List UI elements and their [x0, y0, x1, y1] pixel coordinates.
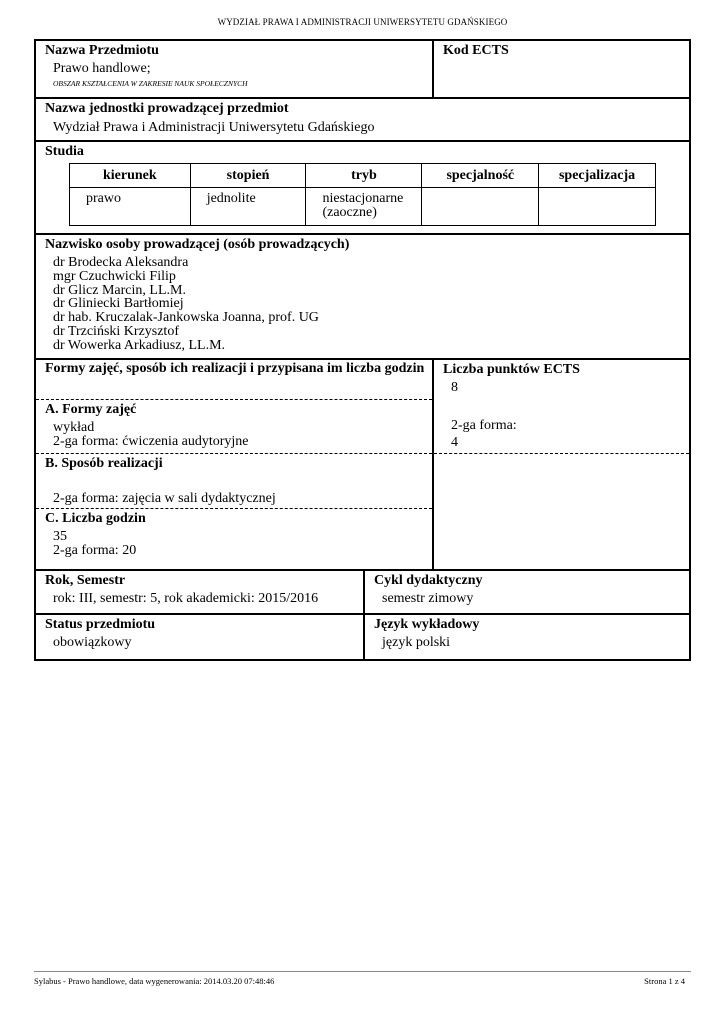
unit-value: Wydział Prawa i Administracji Uniwersytetu Gdańskiego: [53, 120, 375, 135]
cycle-value: semestr zimowy: [382, 591, 474, 606]
status-title: Status przedmiotu: [45, 617, 156, 632]
cell-tryb: niestacjonarne (zaoczne): [306, 188, 422, 226]
cell-specjalnosc: [422, 188, 539, 226]
column-header-tryb: tryb: [306, 164, 422, 188]
page-header: WYDZIAŁ PRAWA I ADMINISTRACJI UNIWERSYTETU GDAŃSKIEGO: [217, 17, 508, 27]
lecturers-cell: [36, 235, 689, 358]
forms-cell: [36, 360, 432, 569]
forms-row: [36, 360, 689, 571]
year-cell: [36, 571, 363, 613]
cycle-title: Cykl dydaktyczny: [374, 573, 483, 588]
forms-b-title: B. Sposób realizacji: [45, 456, 163, 471]
language-value: język polski: [382, 635, 451, 650]
table-row: [70, 188, 656, 226]
unit-title: Nazwa jednostki prowadzącej przedmiot: [45, 101, 289, 116]
ects-bottom: [434, 454, 689, 569]
ects-value: 8: [451, 380, 458, 395]
column-header-specjalnosc: specjalność: [422, 164, 539, 188]
forms-header: [36, 360, 432, 400]
subject-cell: [36, 41, 432, 97]
unit-cell: [36, 99, 689, 140]
forms-b-line-1: [45, 475, 432, 489]
forms-b-line-2: 2-ga forma: zajęcia w sali dydaktycznej: [53, 491, 276, 506]
column-header-stopien: stopień: [190, 164, 306, 188]
status-row: [36, 615, 689, 659]
studies-row: [36, 142, 689, 235]
ects-second-label: 2-ga forma:: [451, 418, 517, 433]
forms-a-line-1: wykład: [53, 420, 95, 435]
list-item: dr Brodecka Aleksandra: [53, 255, 189, 270]
lecturers-row: [36, 235, 689, 360]
ects-code-title: Kod ECTS: [443, 43, 509, 58]
forms-c-section: [36, 509, 432, 569]
forms-b-section: [36, 454, 432, 509]
lecturers-list: [45, 256, 689, 353]
cell-stopien: jednolite: [190, 188, 306, 226]
studies-header-row: [70, 164, 656, 188]
forms-a-line-2: 2-ga forma: ćwiczenia audytoryjne: [53, 434, 249, 449]
ects-title: Liczba punktów ECTS: [443, 362, 580, 377]
unit-row: [36, 99, 689, 142]
year-value: rok: III, semestr: 5, rok akademicki: 2015/2016: [53, 591, 319, 606]
footer-page-number: Strona 1 z 4: [644, 976, 685, 986]
status-value: obowiązkowy: [53, 635, 132, 650]
studies-cell: [36, 142, 689, 233]
ects-second-value: 4: [451, 435, 458, 450]
forms-c-line-1: 35: [53, 529, 67, 544]
ects-code-cell: [432, 41, 689, 97]
syllabus-sheet: [34, 39, 691, 661]
footer-generated: Sylabus - Prawo handlowe, data wygenerowania: 2014.03.20 07:48:46: [34, 976, 275, 986]
forms-title: Formy zajęć, sposób ich realizacji i przypisana im liczba godzin: [45, 361, 425, 376]
footer-divider: [34, 971, 691, 972]
column-header-kierunek: kierunek: [70, 164, 191, 188]
subject-row: [36, 41, 689, 99]
list-item: dr hab. Kruczalak-Jankowska Joanna, prof. UG: [53, 310, 319, 326]
list-item: mgr Czuchwicki Filip: [53, 268, 176, 284]
list-item: dr Gliniecki Bartłomiej: [53, 296, 184, 312]
forms-c-line-2: 2-ga forma: 20: [53, 543, 137, 558]
studies-table: [69, 163, 656, 226]
list-item: dr Trzciński Krzysztof: [53, 323, 179, 339]
language-title: Język wykładowy: [374, 617, 480, 632]
year-row: [36, 571, 689, 615]
column-header-specjalizacja: specjalizacja: [539, 164, 656, 188]
subject-name: Prawo handlowe;: [53, 61, 151, 76]
ects-cell: [432, 360, 689, 569]
list-item: dr Glicz Marcin, LL.M.: [53, 282, 186, 298]
ects-top: [434, 360, 689, 454]
forms-a-title: A. Formy zajęć: [45, 402, 137, 417]
lecturers-title: Nazwisko osoby prowadzącej (osób prowadzących): [45, 237, 350, 252]
year-title: Rok, Semestr: [45, 573, 126, 588]
cycle-cell: [363, 571, 689, 613]
language-cell: [363, 615, 689, 659]
cell-kierunek: prawo: [70, 188, 191, 226]
subject-area: OBSZAR KSZTAŁCENIA W ZAKRESIE NAUK SPOŁECZNYCH: [53, 79, 248, 88]
cell-specjalizacja: [539, 188, 656, 226]
subject-title: Nazwa Przedmiotu: [45, 43, 159, 58]
forms-a-section: [36, 400, 432, 454]
status-cell: [36, 615, 363, 659]
forms-c-title: C. Liczba godzin: [45, 511, 146, 526]
studies-title: Studia: [45, 144, 84, 159]
list-item: dr Wowerka Arkadiusz, LL.M.: [53, 337, 226, 353]
